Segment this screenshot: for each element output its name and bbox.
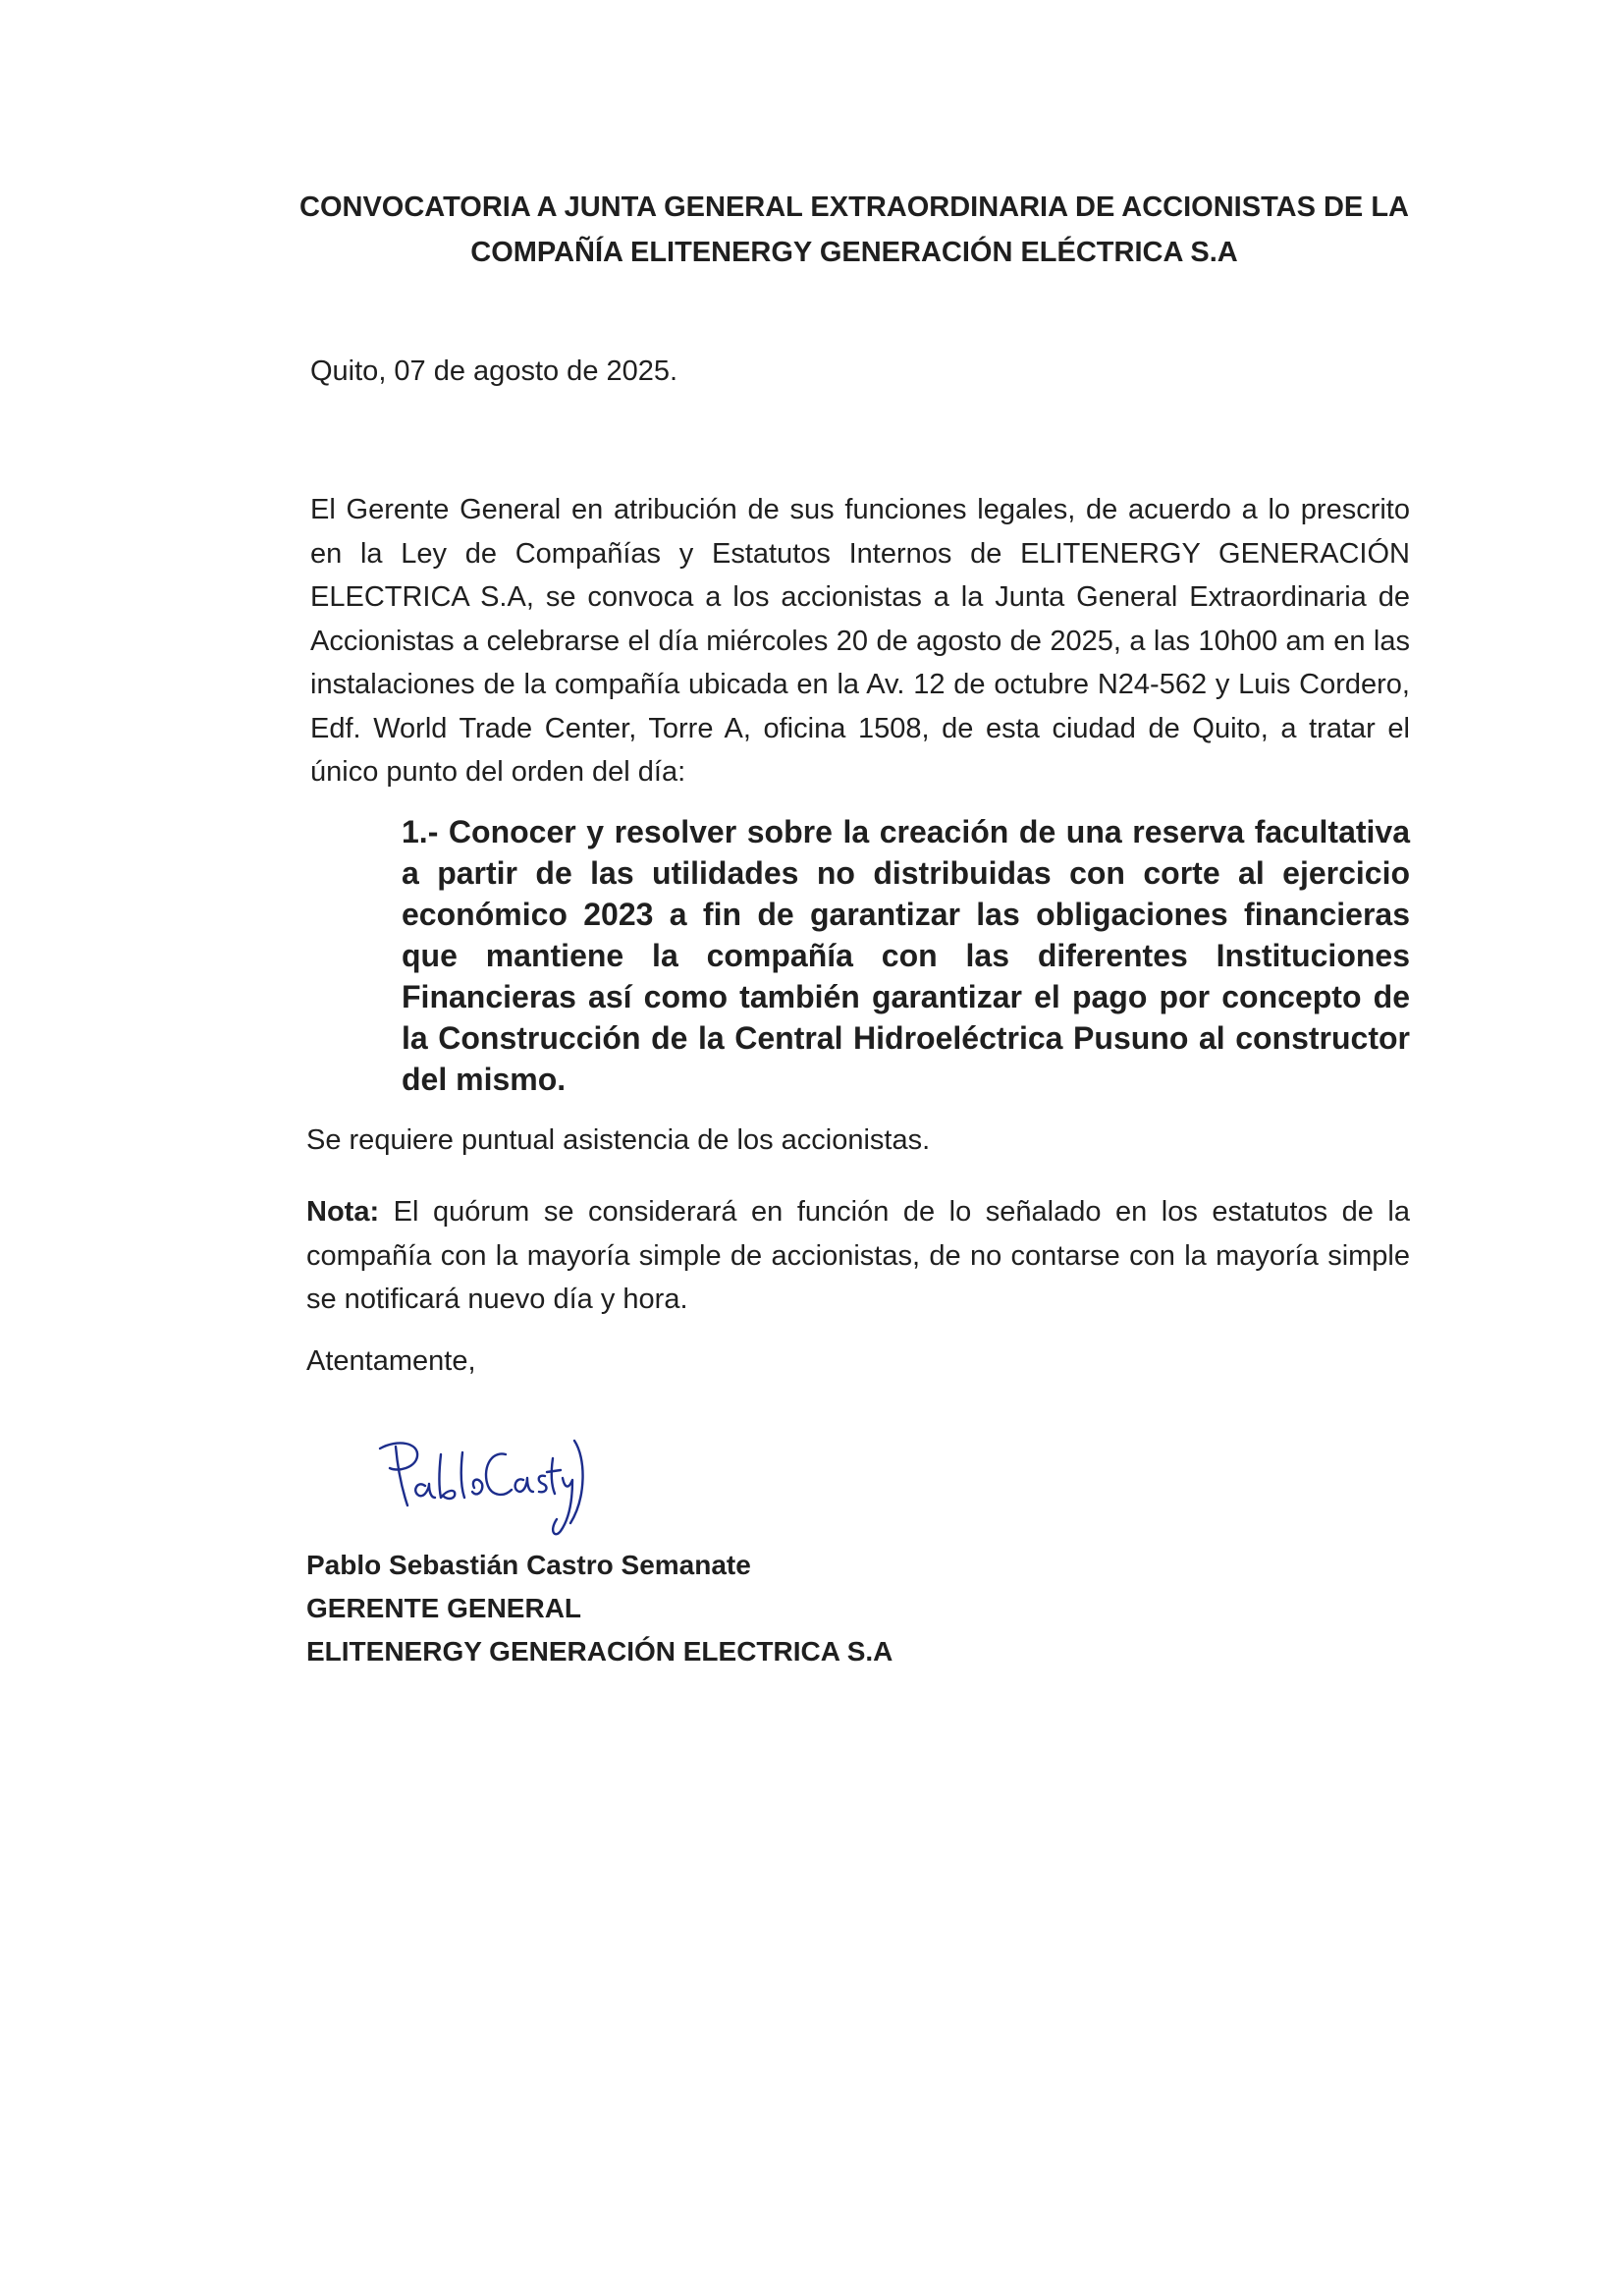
signer-block [306, 1544, 893, 1673]
note-label: Nota: [306, 1196, 380, 1228]
body-paragraph: El Gerente General en atribución de sus funciones legales, de acuerdo a lo prescrito en la Ley de Compañías y Estatutos Internos de ELITENERGY GENERACIÓN ELECTRICA S.A, se convoca a los accionistas a la Junta General Extraordinaria de Accionistas a celebrarse el día miércoles 20 de agosto de 2025, a las 10h00 am en las instalaciones de la compañía ubicada en la Av. 12 de octubre N24-562 y Luis Cordero, Edf. World Trade Center, Torre A, oficina 1508, de esta ciudad de Quito, a tratar el único punto del orden del día: [310, 494, 1410, 788]
title-line-2: COMPAÑÍA ELITENERGY GENERACIÓN ELÉCTRICA S.A [470, 237, 1238, 268]
handwritten-signature-icon [368, 1429, 584, 1547]
signer-name: Pablo Sebastián Castro Semanate [306, 1550, 751, 1580]
attendance-line: Se requiere puntual asistencia de los accionistas. [306, 1124, 931, 1156]
title-line-1: CONVOCATORIA A JUNTA GENERAL EXTRAORDINARIA DE ACCIONISTAS DE LA [299, 191, 1409, 223]
document-date: Quito, 07 de agosto de 2025. [310, 355, 678, 387]
note-paragraph [306, 1190, 1410, 1322]
document-title [295, 185, 1414, 275]
signer-role: GERENTE GENERAL [306, 1593, 582, 1623]
signer-company: ELITENERGY GENERACIÓN ELECTRICA S.A [306, 1636, 893, 1667]
closing-line: Atentamente, [306, 1345, 476, 1377]
note-text: El quórum se considerará en función de lo señalado en los estatutos de la compañía con la mayoría simple de accionistas, de no contarse con la mayoría simple se notificará nuevo día y hora. [306, 1196, 1410, 1315]
agenda-item: 1.- Conocer y resolver sobre la creación de una reserva facultativa a partir de las utilidades no distribuidas con corte al ejercicio económico 2023 a fin de garantizar las obligaciones financieras que mantiene la compañía con las diferentes Instituciones Financieras así como también garantizar el pago por concepto de la Construcción de la Central Hidroeléctrica Pusuno al constructor del mismo. [402, 814, 1410, 1097]
